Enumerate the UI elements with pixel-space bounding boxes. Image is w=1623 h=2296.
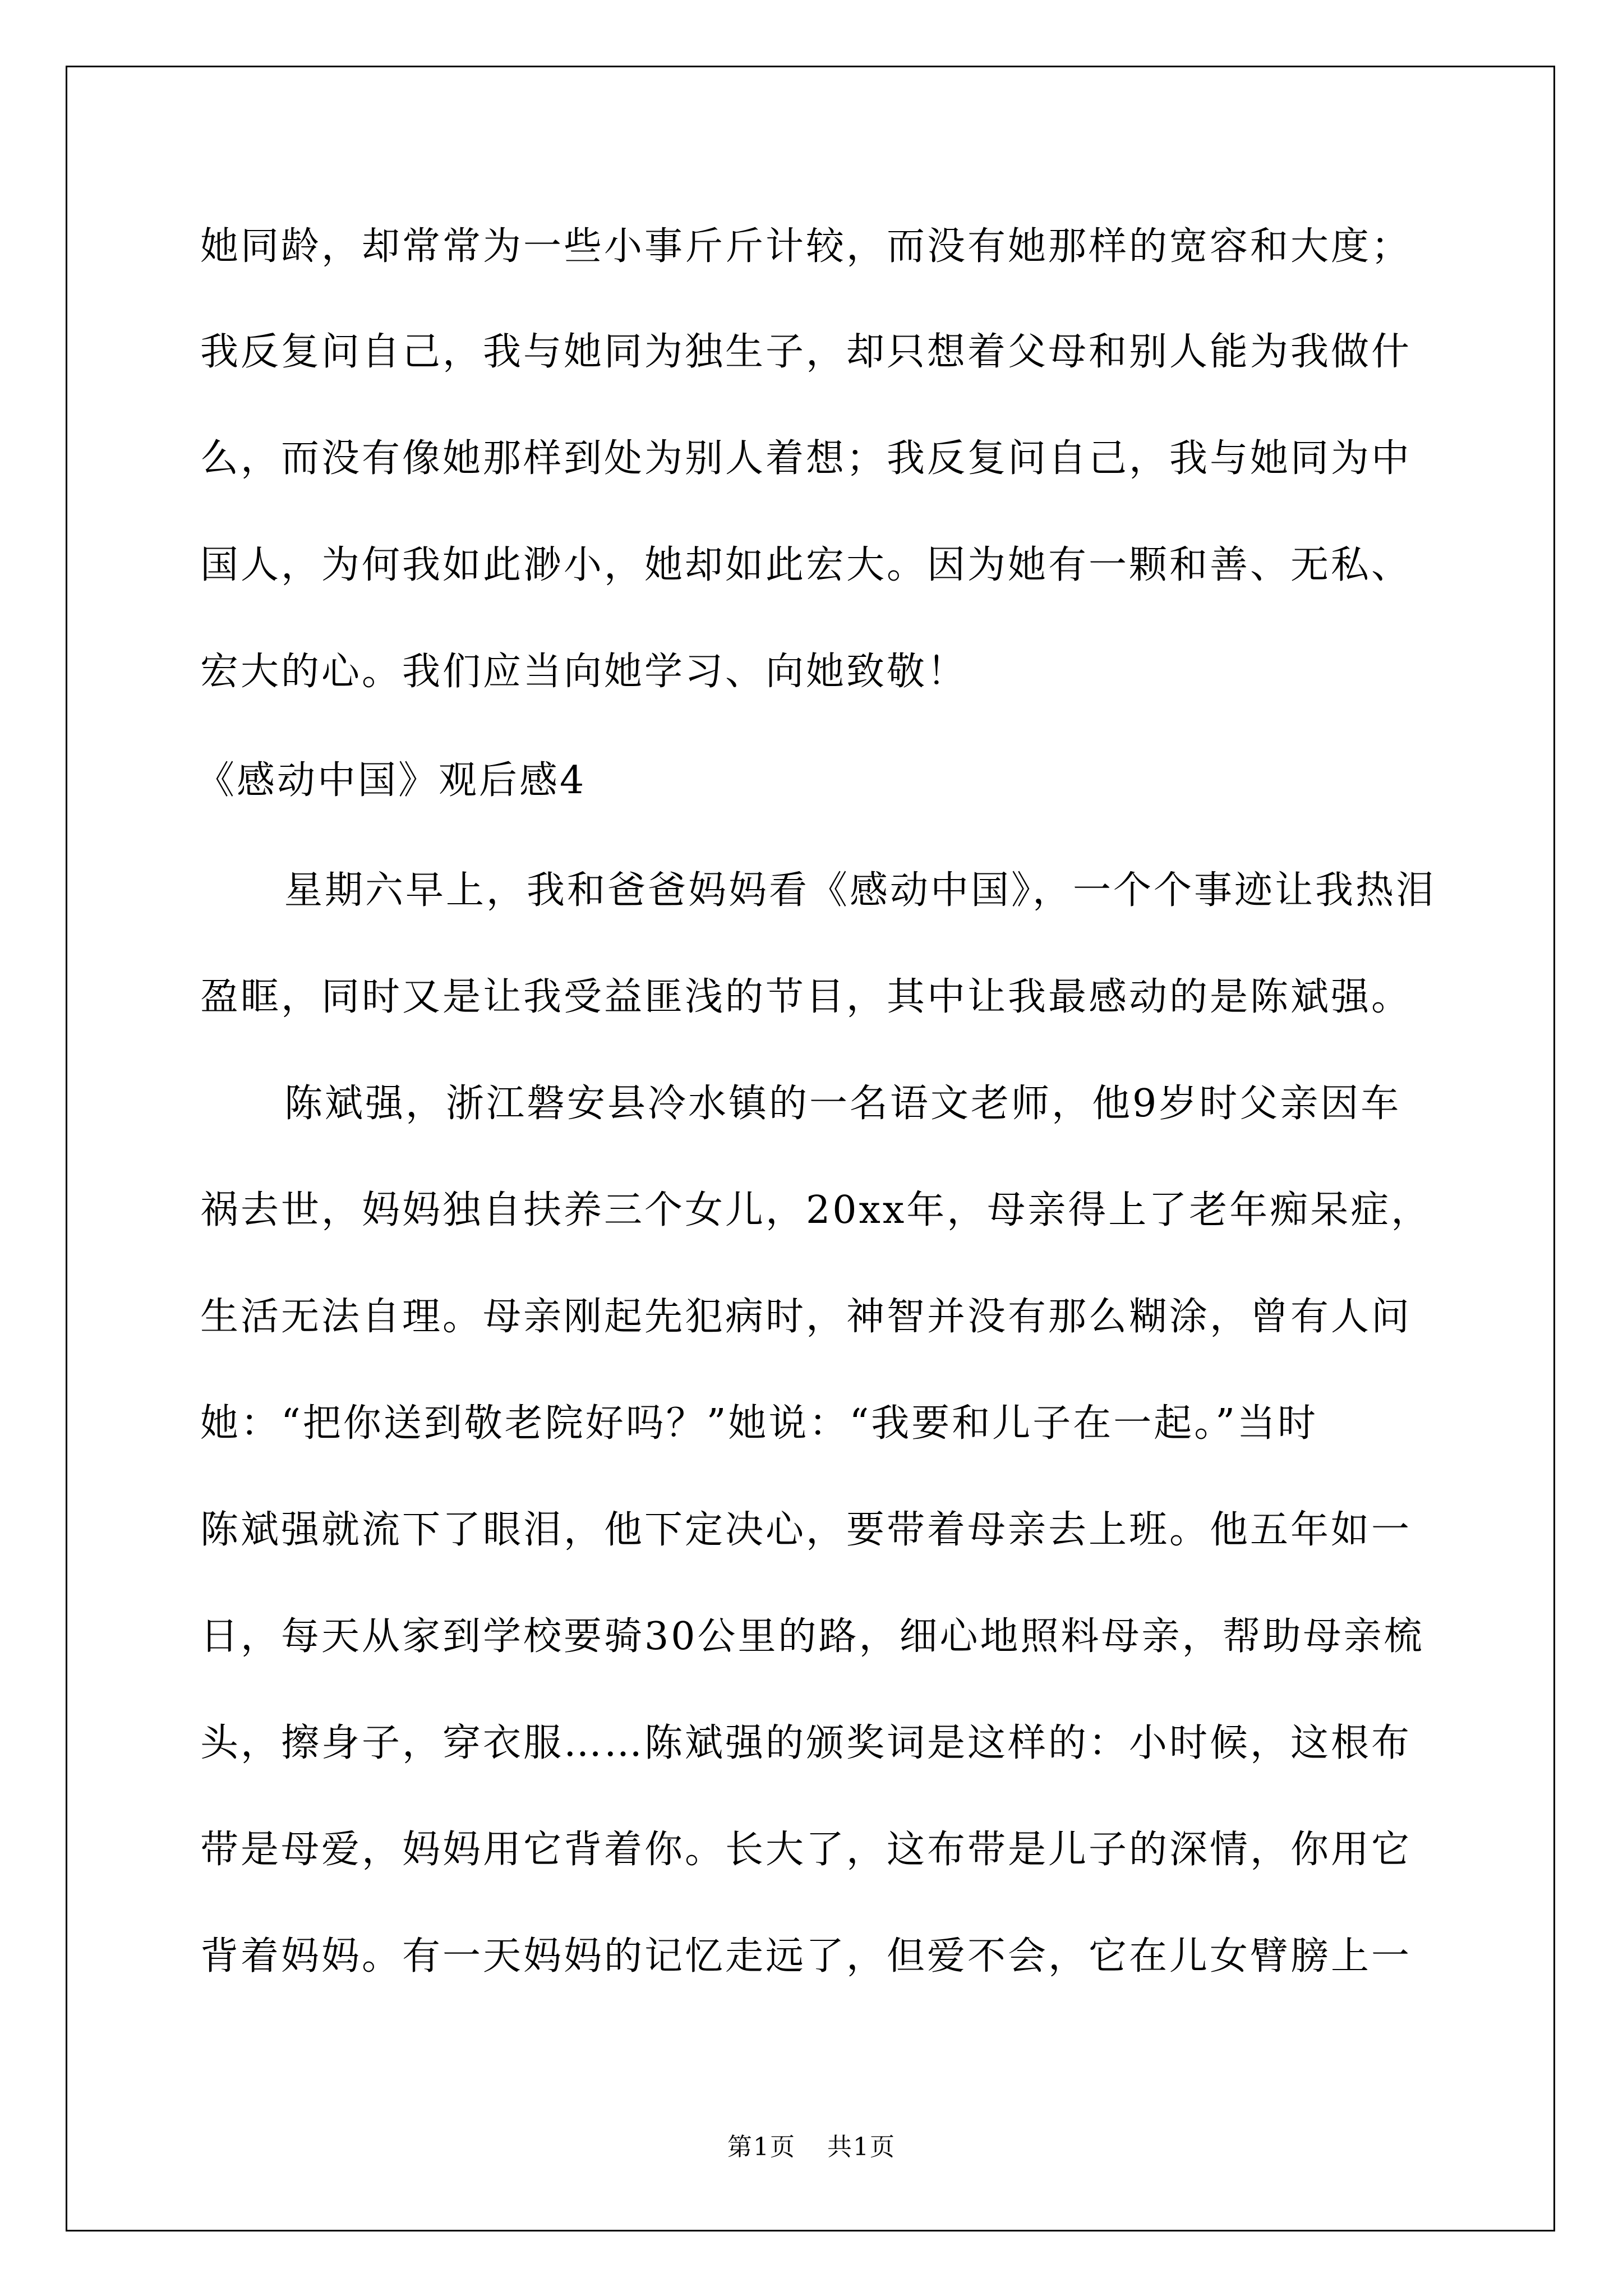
page-footer [0,2131,1623,2164]
paragraph-2-line-5: 陈斌强就流下了眼泪，他下定决心，要带着母亲去上班。他五年如一 [200,1508,1412,1552]
page-number-current: 第1页 [727,2133,796,2161]
paragraph-2-line-2: 祸去世，妈妈独自扶养三个女儿，20xx年，母亲得上了老年痴呆症， [200,1188,1432,1232]
paragraph-2-line-4: 她：“把你送到敬老院好吗？”她说：“我要和儿子在一起。”当时 [200,1401,1318,1446]
body-line-2: 我反复问自己，我与她同为独生子，却只想着父母和别人能为我做什 [200,330,1412,374]
paragraph-2-line-1: 陈斌强，浙江磐安县冷水镇的一名语文老师，他9岁时父亲因车 [284,1082,1401,1126]
paragraph-2-line-7: 头，擦身子，穿衣服……陈斌强的颁奖词是这样的：小时候，这根布 [200,1721,1412,1765]
page-border [66,66,1555,2231]
paragraph-1-line-2: 盈眶，同时又是让我受益匪浅的节目，其中让我最感动的是陈斌强。 [200,975,1412,1019]
body-line-4: 国人，为何我如此渺小，她却如此宏大。因为她有一颗和善、无私、 [200,543,1412,587]
page-number-total: 共1页 [827,2133,896,2161]
body-line-5: 宏大的心。我们应当向她学习、向她致敬！ [200,650,968,694]
body-line-1: 她同龄，却常常为一些小事斤斤计较，而没有她那样的宽容和大度； [200,224,1412,269]
paragraph-2-line-6: 日，每天从家到学校要骑30公里的路，细心地照料母亲，帮助母亲梳 [200,1614,1424,1659]
paragraph-2-line-9: 背着妈妈。有一天妈妈的记忆走远了，但爱不会，它在儿女臂膀上一 [200,1934,1412,1978]
paragraph-2-line-8: 带是母爱，妈妈用它背着你。长大了，这布带是儿子的深情，你用它 [200,1828,1412,1872]
paragraph-1-line-1: 星期六早上，我和爸爸妈妈看《感动中国》，一个个事迹让我热泪 [284,868,1437,913]
body-line-3: 么，而没有像她那样到处为别人着想；我反复问自己，我与她同为中 [200,436,1412,481]
paragraph-2-line-3: 生活无法自理。母亲刚起先犯病时，神智并没有那么糊涂，曾有人问 [200,1295,1412,1339]
section-heading: 《感动中国》观后感4 [196,758,587,803]
